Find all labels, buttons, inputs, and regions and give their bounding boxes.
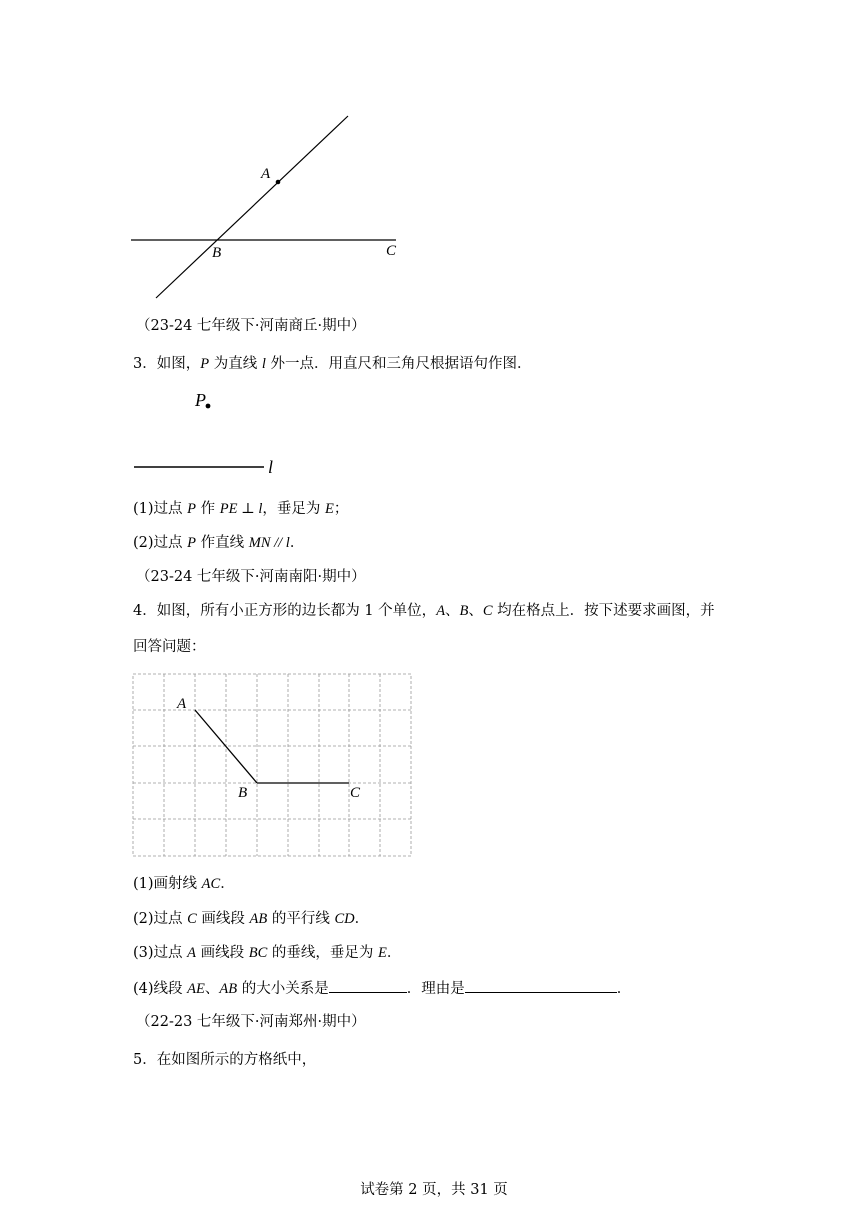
- q5-text: 在如图所示的方格纸中，: [156, 1052, 317, 1068]
- q4-sub3-bc: BC: [248, 945, 268, 961]
- q3-sub2-p: P: [187, 535, 197, 551]
- question-4-line2: 回答问题：: [133, 639, 206, 655]
- q4-sub2-mid: 画线段: [196, 911, 250, 927]
- q3-sub1-expr: PE ⊥ l: [219, 501, 263, 517]
- figure-angle-abc: [120, 105, 420, 310]
- q4-sub2-end: ．: [354, 911, 370, 927]
- q4-var-b: B: [459, 603, 469, 619]
- q4-sub3-mid2: 的垂线，垂足为: [267, 945, 378, 961]
- q4-sub3-end: ．: [386, 945, 402, 961]
- q3-text-c: 外一点．用直尺和三角尺根据语句作图．: [265, 356, 532, 372]
- q4-sub4-ae: AE: [187, 981, 205, 997]
- q4-sub4-mid2: ．理由是: [406, 981, 465, 997]
- q4-sub2-mid2: 的平行线: [267, 911, 335, 927]
- label-a: A: [261, 166, 271, 182]
- label-l: l: [268, 457, 274, 477]
- label-b: B: [212, 245, 222, 261]
- question-5: [133, 1050, 316, 1070]
- grid-label-a: A: [177, 696, 187, 712]
- q4-sub4-pre: (4)线段: [133, 981, 188, 997]
- q3-sub2: [133, 533, 304, 553]
- answer-blank-reason[interactable]: [465, 978, 617, 993]
- q4-var-c: C: [482, 603, 493, 619]
- grid-label-c: C: [350, 785, 361, 801]
- q4-sub3-e: E: [377, 945, 387, 961]
- q4-sub4-sep: 、: [204, 981, 220, 997]
- source-q5: （22-23 七年级下·河南郑州·期中）: [136, 1014, 366, 1030]
- q4-sub3: [133, 943, 401, 963]
- q3-var-l: l: [261, 356, 266, 372]
- q4-sub4: [133, 978, 631, 999]
- q3-text-b: 为直线: [209, 356, 262, 372]
- source-q4: （23-24 七年级下·河南南阳·期中）: [136, 569, 366, 585]
- source-q3: （23-24 七年级下·河南商丘·期中）: [136, 318, 366, 334]
- q4-sub4-end: ．: [616, 981, 632, 997]
- q4-sub1-pre: (1)画射线: [133, 876, 202, 892]
- q3-sub2-mid: 作直线: [196, 535, 249, 551]
- q3-sub1-mid2: ，垂足为: [262, 501, 325, 517]
- q3-number: 3．: [133, 356, 157, 372]
- answer-blank-relation[interactable]: [329, 978, 407, 993]
- q4-sub2-ab: AB: [249, 911, 268, 927]
- point-a-dot: [276, 180, 281, 185]
- q3-sub2-expr: MN // l: [248, 535, 290, 551]
- q3-sub1: [133, 499, 348, 519]
- q3-sub1-e: E: [324, 501, 334, 517]
- q4-number: 4．: [133, 603, 157, 619]
- q4-sub4-ab: AB: [219, 981, 238, 997]
- q4-sub1-expr: AC: [201, 876, 221, 892]
- q4-sub1: [133, 874, 235, 894]
- q4-text-a: 如图，所有小正方形的边长都为 1 个单位，: [156, 603, 437, 619]
- q4-sep2: 、: [468, 603, 483, 619]
- q4-sub3-mid: 画线段: [196, 945, 249, 961]
- q3-sub2-end: ．: [289, 535, 305, 551]
- q4-sub2-c: C: [187, 911, 197, 927]
- q3-sub1-pre: (1)过点: [133, 501, 188, 517]
- grid-label-b: B: [238, 785, 248, 801]
- q4-sep1: 、: [445, 603, 460, 619]
- q4-sub3-pre: (3)过点: [133, 945, 188, 961]
- figure-grid: [128, 668, 418, 864]
- q5-number: 5．: [133, 1052, 157, 1068]
- q4-sub2-pre: (2)过点: [133, 911, 188, 927]
- q3-sub1-mid: 作: [196, 501, 220, 517]
- label-c: C: [386, 243, 397, 259]
- q4-sub1-end: ．: [220, 876, 235, 892]
- grid-border: [133, 674, 411, 856]
- question-3: [133, 354, 531, 374]
- label-p: P: [195, 390, 206, 410]
- q4-var-a: A: [436, 603, 446, 619]
- q4-sub2-cd: CD: [334, 911, 355, 927]
- page-footer: 试卷第 2 页，共 31 页: [360, 1182, 508, 1198]
- point-p-dot: [206, 404, 211, 409]
- q3-var-p: P: [200, 356, 210, 372]
- q4-text-b: 均在格点上．按下述要求画图，并: [492, 603, 715, 619]
- q4-sub2: [133, 909, 369, 929]
- slanted-line-ab: [156, 116, 348, 298]
- q3-sub1-end: ；: [333, 501, 349, 517]
- q3-sub2-pre: (2)过点: [133, 535, 188, 551]
- q4-sub4-mid: 的大小关系是: [237, 981, 329, 997]
- question-4: [133, 601, 715, 621]
- q3-sub1-p: P: [187, 501, 197, 517]
- q3-text-a: 如图，: [156, 356, 201, 372]
- q4-sub3-a: A: [187, 945, 197, 961]
- figure-point-p-line-l: [125, 385, 295, 480]
- grid-lines: [133, 674, 411, 856]
